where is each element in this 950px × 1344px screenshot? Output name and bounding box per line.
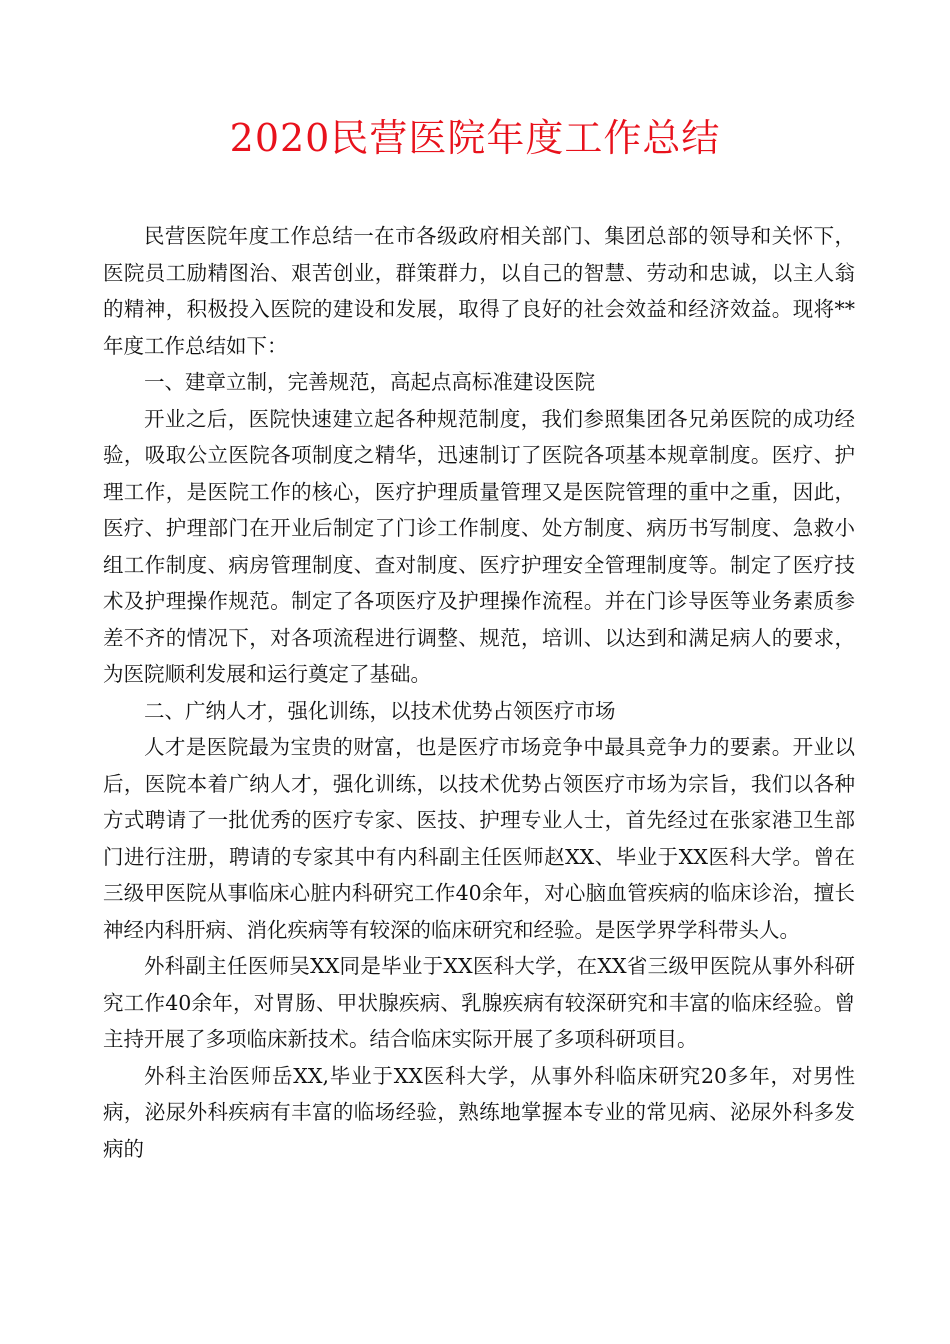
paragraph: 外科副主任医师吴XX同是毕业于XX医科大学，在XX省三级甲医院从事外科研究工作40余年，对胃肠、甲状腺疾病、乳腺疾病有较深研究和丰富的临床经验。曾主持开展了多项临床新技术。结合临床实际开展了多项科研项目。 xyxy=(103,954,855,1051)
paragraph: 开业之后，医院快速建立起各种规范制度，我们参照集团各兄弟医院的成功经验，吸取公立医院各项制度之精华，迅速制订了医院各项基本规章制度。医疗、护理工作，是医院工作的核心，医疗护理质量管理又是医院管理的重中之重，因此，医疗、护理部门在开业后制定了门诊工作制度、处方制度、病历书写制度、急救小组工作制度、病房管理制度、查对制度、医疗护理安全管理制度等。制定了医疗技术及护理操作规范。制定了各项医疗及护理操作流程。并在门诊导医等业务素质参差不齐的情况下，对各项流程进行调整、规范，培训、以达到和满足病人的要求，为医院顺利发展和运行奠定了基础。 xyxy=(103,406,855,686)
document-title: 2020民营医院年度工作总结 xyxy=(229,116,721,160)
intro-paragraph: 民营医院年度工作总结一在市各级政府相关部门、集团总部的领导和关怀下，医院员工励精图治、艰苦创业，群策群力，以自己的智慧、劳动和忠诚，以主人翁的精神，积极投入医院的建设和发展，取得了良好的社会效益和经济效益。现将**年度工作总结如下： xyxy=(103,224,855,358)
document-body xyxy=(103,218,855,1167)
section-heading-2: 二、广纳人才，强化训练，以技术优势占领医疗市场 xyxy=(144,698,616,723)
paragraph: 外科主治医师岳XX,毕业于XX医科大学，从事外科临床研究20多年，对男性病，泌尿外科疾病有丰富的临场经验，熟练地掌握本专业的常见病、泌尿外科多发病的 xyxy=(103,1063,855,1161)
paragraph: 人才是医院最为宝贵的财富，也是医疗市场竞争中最具竞争力的要素。开业以后，医院本着广纳人才，强化训练，以技术优势占领医疗市场为宗旨，我们以各种方式聘请了一批优秀的医疗专家、医技、护理专业人士，首先经过在张家港卫生部门进行注册，聘请的专家其中有内科副主任医师赵XX、毕业于XX医科大学。曾在三级甲医院从事临床心脏内科研究工作40余年，对心脑血管疾病的临床诊治，擅长神经内科肝病、消化疾病等有较深的临床研究和经验。是医学界学科带头人。 xyxy=(103,735,855,942)
section-heading-1: 一、建章立制，完善规范，高起点高标准建设医院 xyxy=(144,370,595,394)
